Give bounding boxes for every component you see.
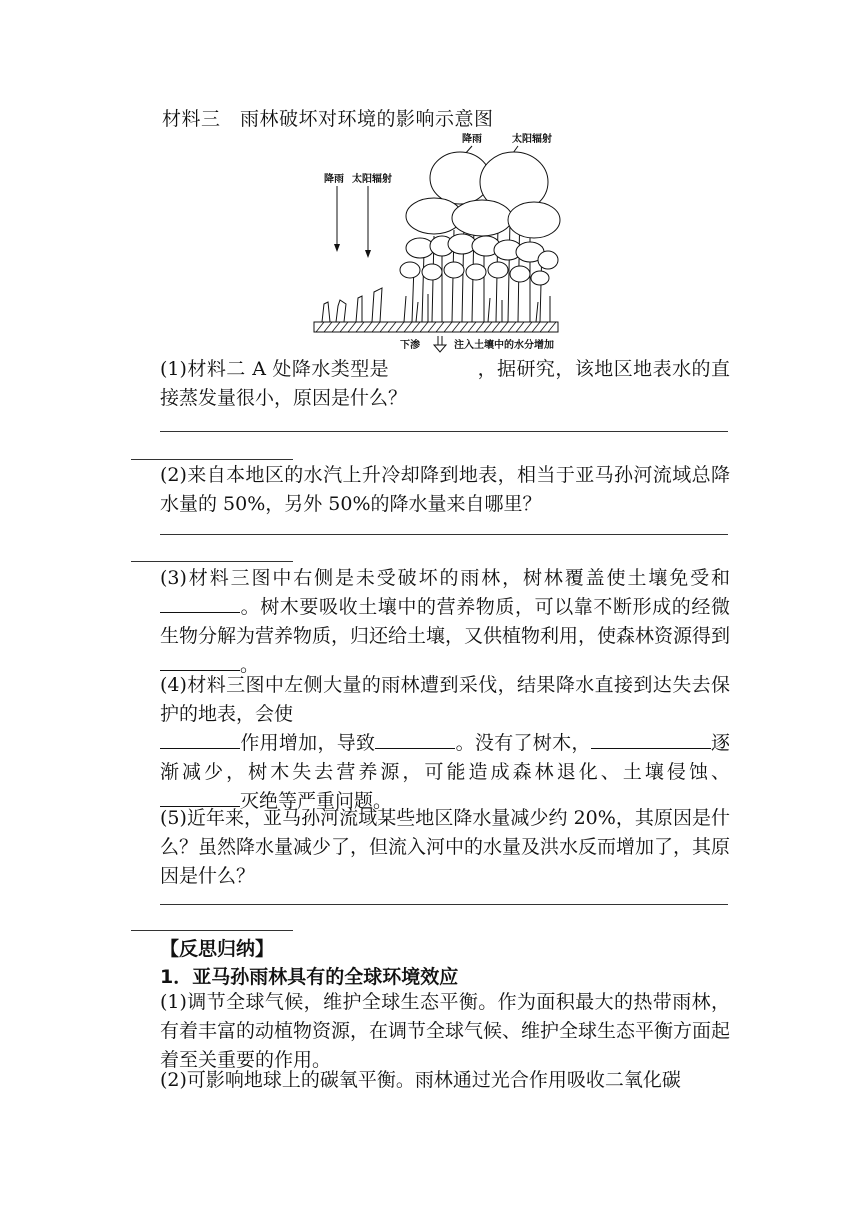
answer-line[interactable] xyxy=(160,534,728,535)
point-1-title: 1．亚马孙雨林具有的全球环境效应 xyxy=(160,966,459,988)
point-1-2: (2)可影响地球上的碳氧平衡。雨林通过光合作用吸收二氧化碳 xyxy=(160,1069,681,1091)
answer-line[interactable] xyxy=(160,431,728,432)
answer-line[interactable] xyxy=(160,904,728,905)
question-3: (3)材料三图中右侧是未受破坏的雨林，树林覆盖使土壤免受和。树木要吸收土壤中的营养物质，可以靠不断形成的经微生物分解为营养物质，归还给土壤，又供植物利用，使森林资源得到。 xyxy=(160,567,731,676)
material3-caption: 材料三 雨林破坏对环境的影响示意图 xyxy=(162,108,494,130)
label-rain-right: 降雨 xyxy=(462,134,482,145)
label-sun-left: 太阳辐射 xyxy=(352,174,392,185)
fill-blank[interactable] xyxy=(160,594,240,613)
fill-blank[interactable] xyxy=(375,730,455,749)
answer-line-end[interactable] xyxy=(131,930,293,931)
fill-blank[interactable] xyxy=(591,730,711,749)
question-2: (2)来自本地区的水汽上升冷却降到地表，相当于亚马孙河流域总降水量的 50%，另外 50%的降水量来自哪里？ xyxy=(160,464,730,515)
answer-line-end[interactable] xyxy=(131,561,293,562)
fill-blank[interactable] xyxy=(160,730,240,749)
reflection-heading: 【反思归纳】 xyxy=(160,938,275,960)
seep-arrow-icon xyxy=(434,336,446,352)
rainforest-diagram xyxy=(312,126,562,354)
label-infiltration: 注入土壤中的水分增加 xyxy=(454,340,554,351)
label-seep: 下渗 xyxy=(400,340,420,351)
forest-canopy xyxy=(400,152,560,322)
tree-stumps xyxy=(322,288,382,322)
label-rain-left: 降雨 xyxy=(324,174,344,185)
label-sun-right: 太阳辐射 xyxy=(512,134,552,145)
answer-line-end[interactable] xyxy=(131,459,293,460)
question-1: (1)材料二 A 处降水类型是 ，据研究，该地区地表水的直接蒸发量很小，原因是什么？ xyxy=(160,358,730,409)
point-1-1: (1)调节全球气候，维护全球生态平衡。作为面积最大的热带雨林，有着丰富的动植物资源，在调节全球气候、维护全球生态平衡方面起着至关重要的作用。 xyxy=(160,991,731,1071)
fill-blank[interactable] xyxy=(160,652,240,671)
question-4: (4)材料三图中左侧大量的雨林遭到采伐，结果降水直接到达失去保护的地表，会使 作用增加，导致 。没有了树木， 逐渐减少，树木失去营养源，可能造成森林退化、土壤侵蚀、灭绝等严重问题。 xyxy=(160,674,730,812)
ground-strip xyxy=(314,322,558,332)
question-5: (5)近年来，亚马孙河流域某些地区降水量减少约 20%，其原因是什么？虽然降水量减少了，但流入河中的水量及洪水反而增加了，其原因是什么？ xyxy=(160,807,731,887)
